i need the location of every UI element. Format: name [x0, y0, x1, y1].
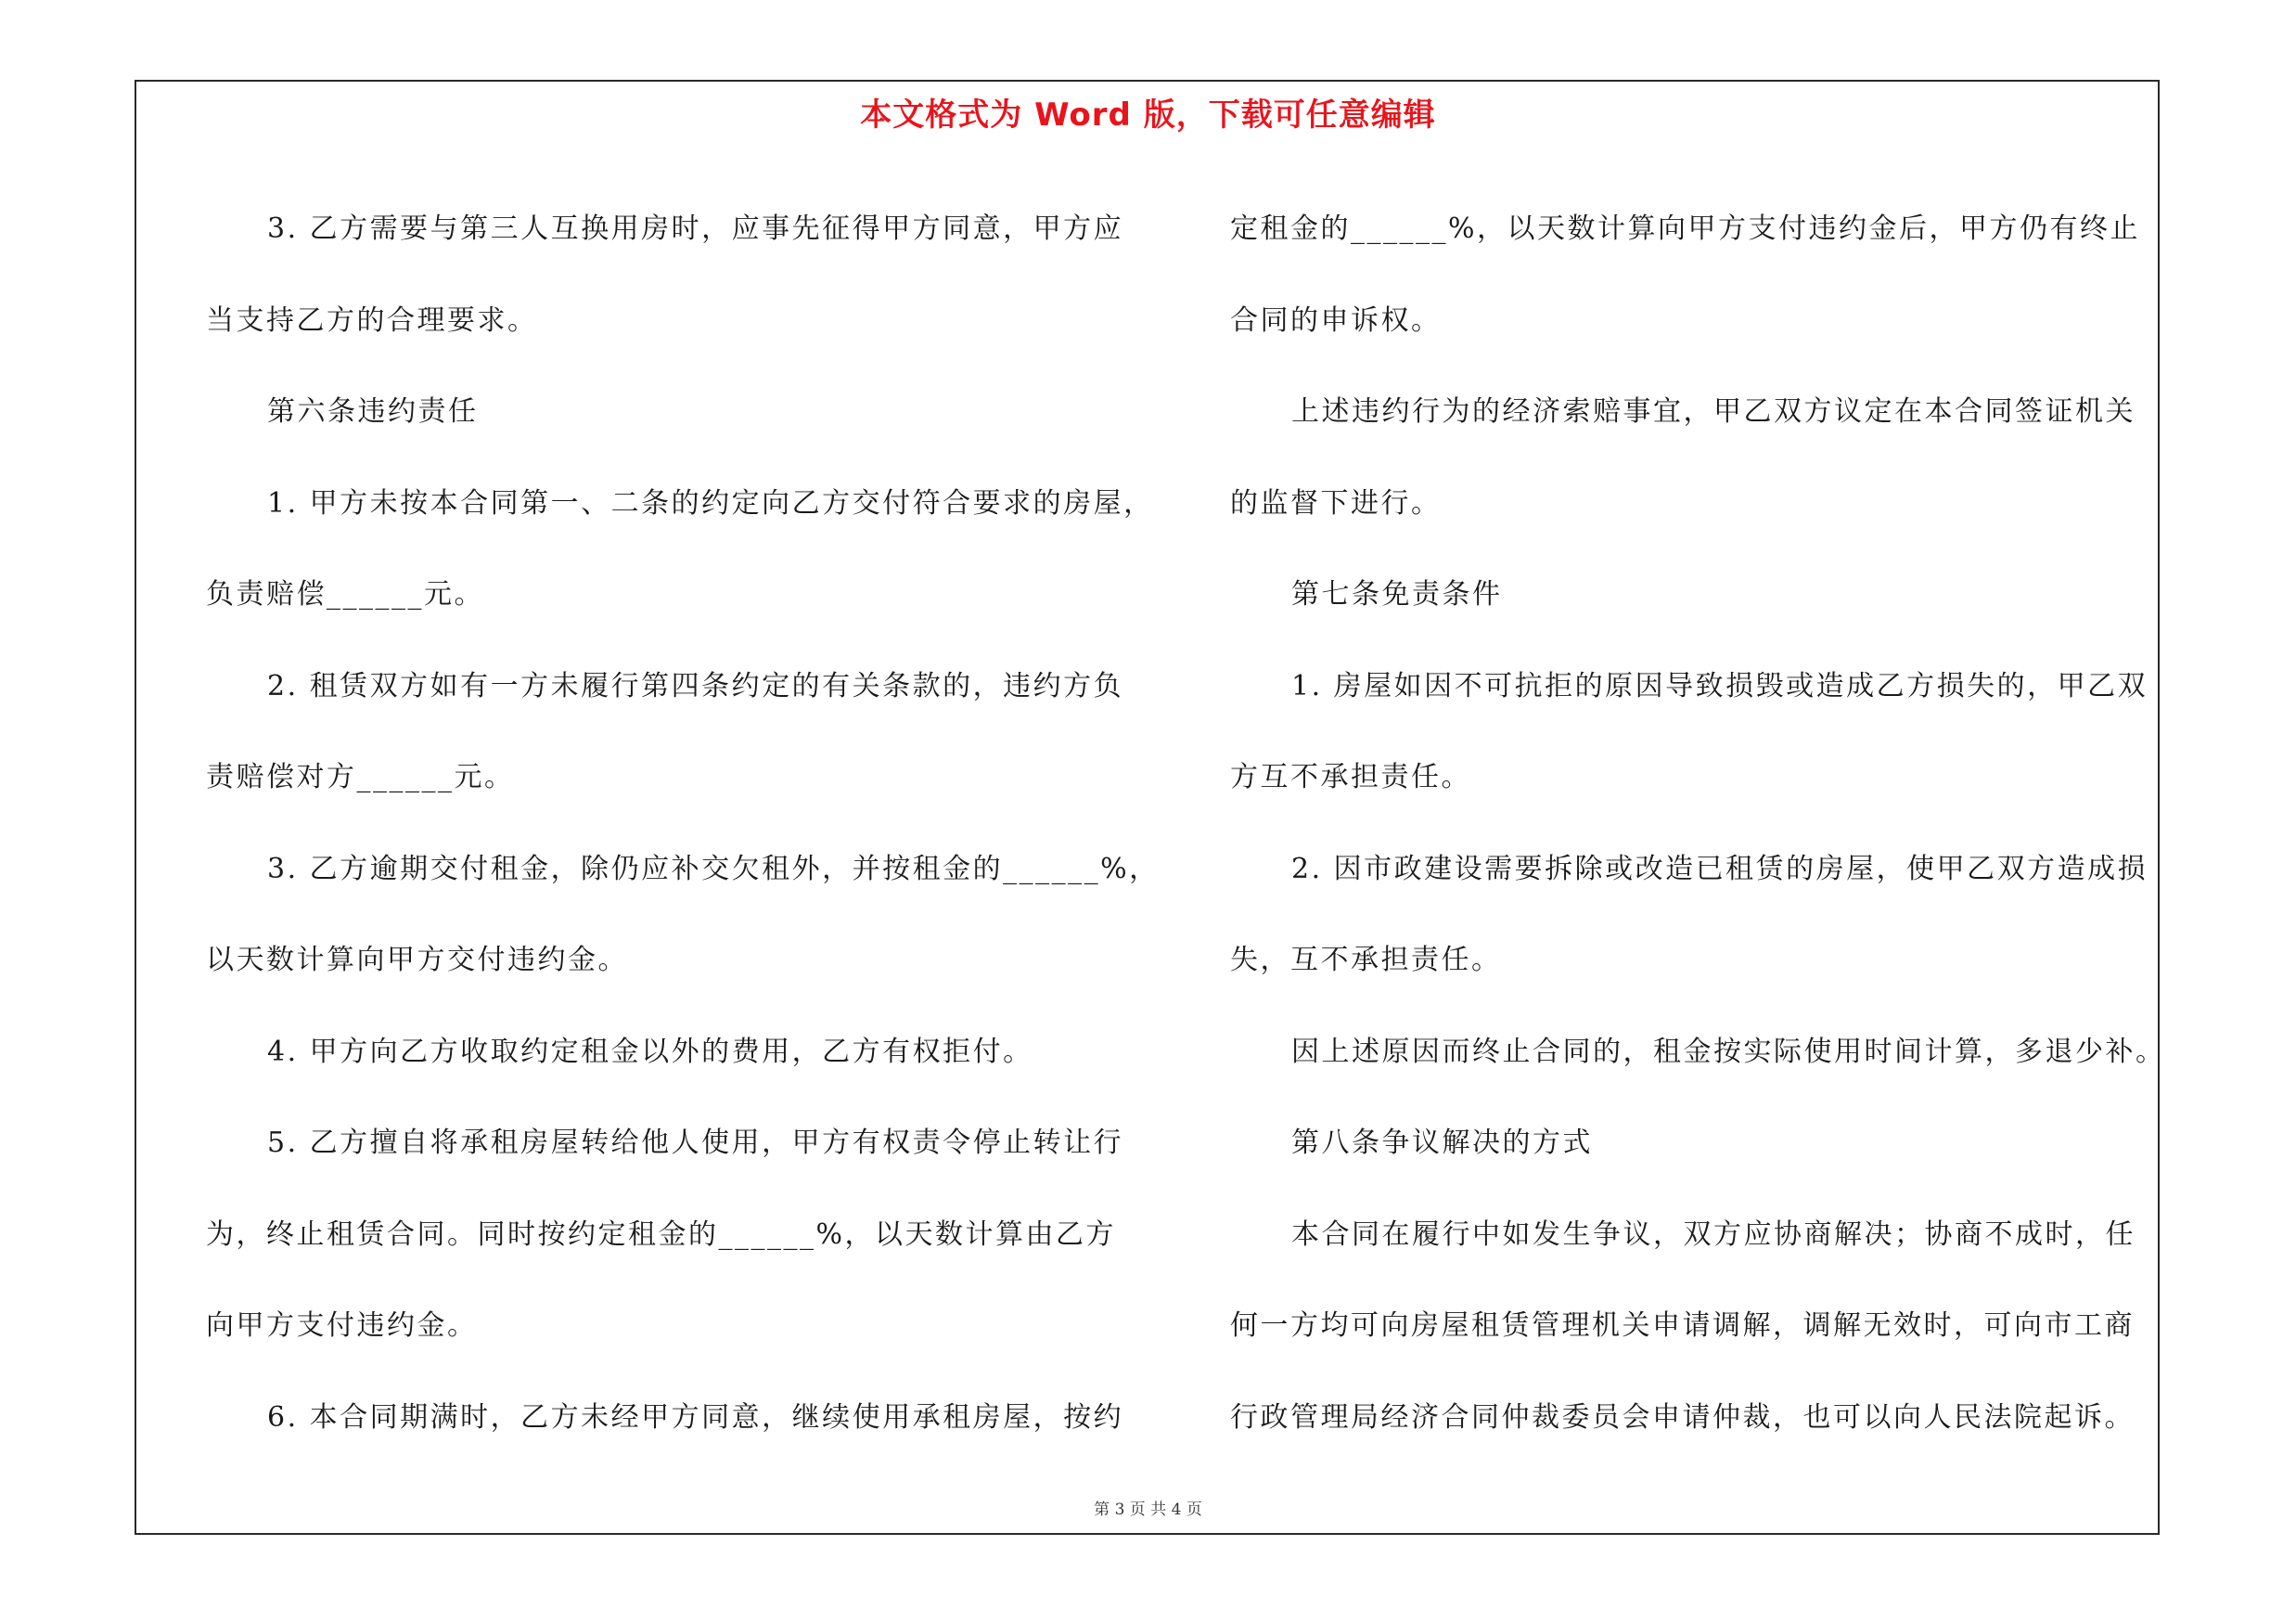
clause-6-6-line-1: 6. 本合同期满时，乙方未经甲方同意，继续使用承租房屋，按约 [267, 1400, 1124, 1434]
clause-6-2-line-1: 2. 租赁双方如有一方未履行第四条约定的有关条款的，违约方负 [267, 669, 1124, 702]
clause-6-3-line-2: 以天数计算向甲方交付违约金。 [206, 944, 628, 976]
right-text-column [1230, 184, 2166, 1463]
claims-paragraph-line-2: 的监督下进行。 [1230, 486, 1442, 520]
clause-6-1-line-1: 1. 甲方未按本合同第一、二条的约定向乙方交付符合要求的房屋， [267, 486, 1154, 520]
article-6-heading: 第六条违约责任 [267, 395, 479, 428]
clause-6-5-line-3: 向甲方支付违约金。 [206, 1309, 478, 1342]
dispute-paragraph-line-1: 本合同在履行中如发生争议，双方应协商解决；协商不成时，任 [1291, 1217, 2136, 1251]
clause-5-3-line-1: 3. 乙方需要与第三人互换用房时，应事先征得甲方同意，甲方应 [267, 213, 1124, 245]
clause-6-6-line-3: 合同的申诉权。 [1230, 303, 1442, 337]
left-text-column [206, 184, 1160, 1463]
clause-7-1-line-2: 方互不承担责任。 [1230, 761, 1471, 793]
clause-7-2-line-2: 失，互不承担责任。 [1230, 944, 1502, 976]
editable-format-banner: 本文格式为 Word 版，下载可任意编辑 [860, 97, 1436, 134]
clause-6-3-line-1: 3. 乙方逾期交付租金，除仍应补交欠租外，并按租金的______%， [267, 852, 1160, 885]
clause-6-1-line-2: 负责赔偿______元。 [206, 578, 484, 611]
clause-7-2-line-1: 2. 因市政建设需要拆除或改造已租赁的房屋，使甲乙双方造成损 [1291, 852, 2148, 885]
article-8-heading: 第八条争议解决的方式 [1291, 1127, 1593, 1159]
dispute-paragraph-line-2: 何一方均可向房屋租赁管理机关申请调解，调解无效时，可向市工商 [1230, 1309, 2135, 1342]
clause-6-4: 4. 甲方向乙方收取约定租金以外的费用，乙方有权拒付。 [267, 1035, 1033, 1068]
clause-6-2-line-2: 责赔偿对方______元。 [206, 761, 515, 793]
refund-paragraph: 因上述原因而终止合同的，租金按实际使用时间计算，多退少补。 [1291, 1035, 2166, 1068]
claims-paragraph-line-1: 上述违约行为的经济索赔事宜，甲乙双方议定在本合同签证机关 [1291, 395, 2136, 428]
clause-6-6-line-2: 定租金的______%，以天数计算向甲方支付违约金后，甲方仍有终止 [1230, 213, 2141, 245]
clause-6-5-line-1: 5. 乙方擅自将承租房屋转给他人使用，甲方有权责令停止转让行 [267, 1127, 1124, 1159]
dispute-paragraph-line-3: 行政管理局经济合同仲裁委员会申请仲裁，也可以向人民法院起诉。 [1230, 1400, 2135, 1434]
clause-6-5-line-2: 为，终止租赁合同。同时按约定租金的______%，以天数计算由乙方 [206, 1217, 1117, 1251]
clause-5-3-line-2: 当支持乙方的合理要求。 [206, 303, 538, 337]
clause-7-1-line-1: 1. 房屋如因不可抗拒的原因导致损毁或造成乙方损失的，甲乙双 [1291, 669, 2148, 702]
article-7-heading: 第七条免责条件 [1291, 578, 1503, 611]
page-number: 第 3 页 共 4 页 [1094, 1501, 1202, 1519]
